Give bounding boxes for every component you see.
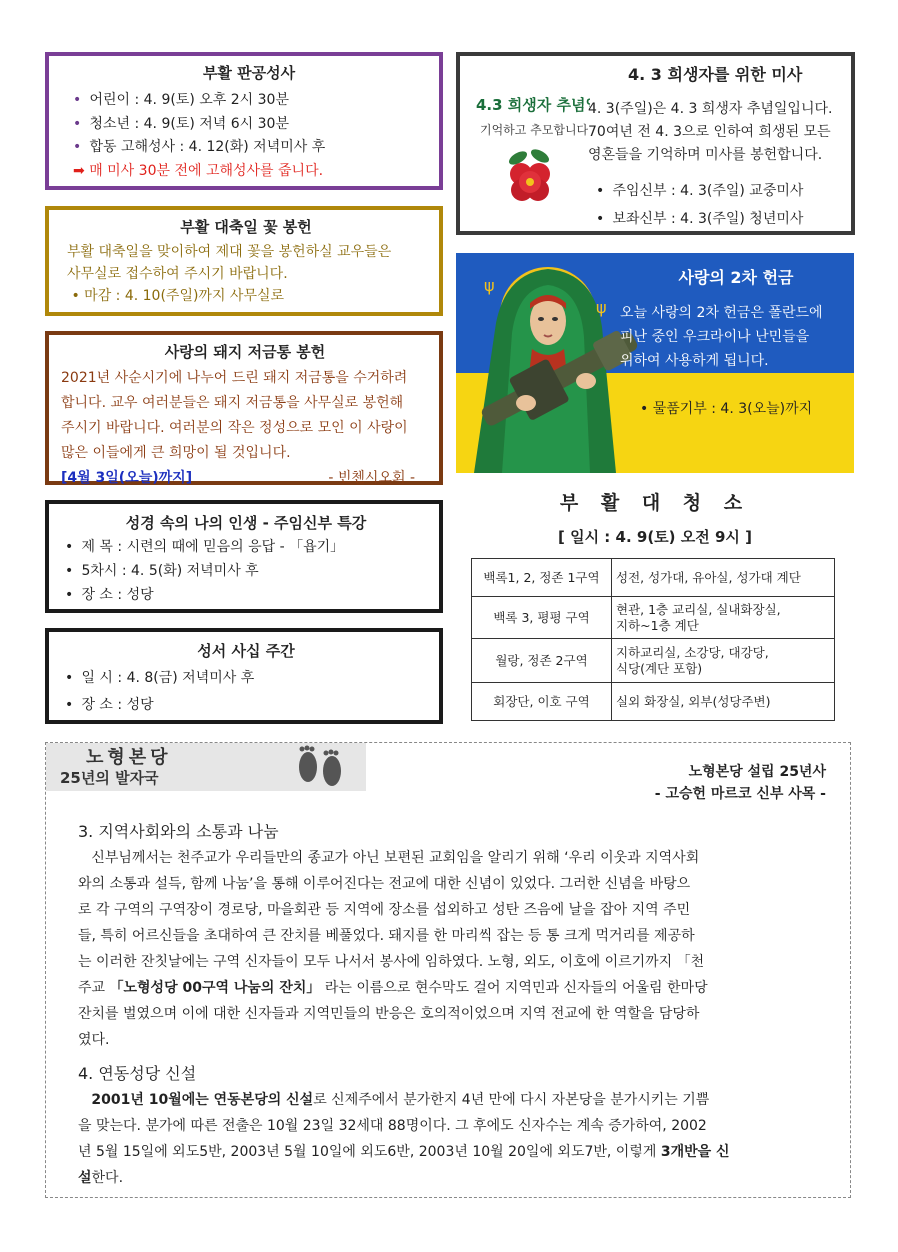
bullet-icon: • [65,563,74,579]
logo-line1: 노형본당 [86,747,172,768]
history-section [45,742,851,1198]
list-item: • 장 소 : 성당 [65,692,427,719]
text-run: 년 5월 15일에 외도5반, 2003년 5월 10일에 외도6반, 2003년 10월 20일에 외도7반, 이렇게 [78,1144,661,1160]
list-item: • 보좌신부 : 4. 3(주일) 청년미사 [596,205,803,233]
place-line: 현관, 1층 교리실, 실내화장실, [616,601,781,617]
section-4-title: 4. 연동성당 신설 [78,1064,197,1083]
bullet-icon: • [640,401,649,417]
flower-offering-text: 부활 대축일을 맞이하여 제대 꽃을 봉헌하실 교우들은 [67,244,392,260]
bullet-icon: • [65,670,74,686]
flower-offering-text: 사무실로 접수하여 주시기 바랍니다. [67,266,288,282]
list-item: • 일 시 : 4. 8(금) 저녁미사 후 [65,665,427,692]
place-line: 지하교리실, 소강당, 대강당, [616,644,769,660]
text-run: 라는 이름으로 현수막도 걸어 지역민과 신자들의 어울림 한마당 [320,980,708,996]
ukraine-collection-title: 사랑의 2차 헌금 [678,268,794,287]
ukraine-collection-box [456,253,854,473]
art-text-line2: 기억하고 추모합니다 [480,123,589,137]
table-cell-area: 백록 3, 평평 구역 [472,597,612,639]
place-line: 실외 화장실, 외부(성당주변) [616,693,771,709]
april3-mass-list [596,177,803,233]
text-run: 한다. [91,1170,124,1186]
bible-lecture-box [45,500,443,613]
paragraph-line: 을 맞는다. 분가에 따른 전출은 10월 23일 32세대 88명이다. 그 후에도 신자수는 계속 증가하여, 2002 [78,1118,707,1134]
paragraph-line [78,1139,820,1165]
piggy-bank-box [45,331,443,485]
bullet-icon: • [65,587,74,603]
paragraph-line [78,975,820,1001]
piggy-bank-title: 사랑의 돼지 저금통 봉헌 [164,343,326,361]
table-cell-places [612,597,835,639]
april3-mass-text: 70여년 전 4. 3으로 인하여 희생된 모든 [588,124,831,140]
table-cell-area: 백록1, 2, 정존 1구역 [472,559,612,597]
cleanup-title: 부 활 대 청 소 [559,492,751,514]
piggy-bank-deadline: [4월 3일(오늘)까지] [61,470,193,486]
footprints-icon [46,743,366,791]
arrow-right-icon: ➡ [73,162,85,179]
bold-text: 2001년 10월에는 연동본당의 신설 [91,1092,314,1108]
memorial-artwork [472,86,590,236]
svg-text:ψ: ψ [484,276,495,295]
bold-text: 설 [78,1170,92,1186]
paragraph-line: 신부님께서는 천주교가 우리들만의 종교가 아닌 보편된 교회임을 알리기 위해 ‘우리 이웃과 지역사회 [78,850,700,866]
bullet-icon: • [73,139,82,155]
april3-mass-text: 영혼들을 기억하며 미사를 봉헌합니다. [588,147,823,163]
history-logo [46,743,366,791]
list-item: • 어린이 : 4. 9(토) 오후 2시 30분 [73,89,425,113]
flower-offering-box [45,206,443,316]
text-run: 주교 [78,980,110,996]
table-cell-places [612,639,835,683]
bullet-icon: • [596,211,605,227]
table-cell-places [612,559,835,597]
bullet-icon: • [71,288,80,304]
list-item: • 장 소 : 성당 [65,583,427,607]
bible-copy-box [45,628,443,724]
table-row [472,683,835,721]
april3-mass-box [456,52,855,235]
list-item: • 제 목 : 시련의 때에 믿음의 응답 - 「욥기」 [65,535,427,559]
table-cell-area: 월랑, 정존 2구역 [472,639,612,683]
piggy-bank-signature: - 빈첸시오회 - [328,470,415,486]
april3-mass-body [588,98,853,167]
section-3-body [78,845,820,1053]
bullet-icon: • [65,697,74,713]
paragraph-line: 와의 소통과 설득, 함께 나눔’을 통해 이루어진다는 전교에 대한 신념이 있었다. 그러한 신념을 바탕으 [78,876,691,892]
ukraine-collection-body [620,301,852,373]
paragraph-line [78,1165,820,1191]
place-line: 지하~1층 계단 [616,617,699,633]
paragraph-line [78,1087,820,1113]
history-author: - 고승헌 마르코 신부 사목 - [654,786,826,802]
flower-offering-deadline: • 마감 : 4. 10(주일)까지 사무실로 [71,288,285,304]
ukraine-collection-text: 위하여 사용하게 됩니다. [620,353,769,369]
piggy-bank-text: 많은 이들에게 큰 희망이 될 것입니다. [61,445,291,461]
list-item: • 청소년 : 4. 9(토) 저녁 6시 30분 [73,113,425,137]
bullet-icon: • [73,92,82,108]
bible-lecture-title: 성경 속의 나의 인생 - 주임신부 특강 [125,514,367,532]
confession-note: ➡ 매 미사 30분 전에 고해성사를 줍니다. [73,162,324,179]
list-item: • 합동 고해성사 : 4. 12(화) 저녁미사 후 [73,136,425,160]
table-row [472,597,835,639]
easter-confession-box [45,52,443,190]
piggy-bank-text: 합니다. 교우 여러분들은 돼지 저금통을 사무실로 봉헌해 [61,395,404,411]
list-item: • 주임신부 : 4. 3(주일) 교중미사 [596,177,803,205]
section-4-body [78,1087,820,1191]
goods-donation: • 물품기부 : 4. 3(오늘)까지 [640,401,813,417]
paragraph-line: 는 이러한 잔칫날에는 구역 신자들이 모두 나서서 봉사에 임하였다. 노형, 외도, 이호에 이르기까지 「천 [78,954,705,970]
ukraine-collection-text: 오늘 사랑의 2차 헌금은 폴란드에 [620,305,823,321]
april3-mass-text: 4. 3(주일)은 4. 3 희생자 추념일입니다. [588,101,833,117]
table-cell-places [612,683,835,721]
paragraph-line: 잔치를 벌였으며 이에 대한 신자들과 지역민들의 반응은 호의적이었으며 지역 전교에 한 역할을 담당하 [78,1006,700,1022]
place-line: 식당(계단 포함) [616,660,703,676]
piggy-bank-footer [61,466,429,491]
svg-text:ψ: ψ [596,298,607,317]
bullet-icon: • [73,115,82,132]
art-text-line1: 4.3 희생자 추념일 [476,96,590,114]
cleanup-date: [ 일시 : 4. 9(토) 오전 9시 ] [558,528,752,546]
paragraph-line: 들, 특히 어르신들을 초대하여 큰 잔치를 베풀었다. 돼지를 한 마리씩 잡는 등 통 크게 먹거리를 제공하 [78,928,695,944]
flower-offering-title: 부활 대축일 꽃 봉헌 [180,218,312,236]
paragraph-line: 였다. [78,1032,110,1048]
easter-confession-title: 부활 판공성사 [202,64,296,82]
ukraine-collection-text: 피난 중인 우크라이나 난민들을 [620,329,810,345]
bold-text: 3개반을 신 [660,1144,730,1160]
text-run: 로 신제주에서 분가한지 4년 만에 다시 자본당을 분가시키는 기쁨 [313,1092,710,1108]
table-row [472,639,835,683]
place-line: 성전, 성가대, 유아실, 성가대 계단 [616,569,801,585]
camellia-icon [472,86,590,236]
bold-text: 「노형성당 00구역 나눔의 잔치」 [109,980,321,996]
bible-copy-title: 성서 사십 주간 [197,642,295,660]
history-heading: 노형본당 설립 25년사 [688,764,826,780]
piggy-bank-text: 2021년 사순시기에 나누어 드린 돼지 저금통을 수거하려 [61,370,408,386]
piggy-bank-text: 주시기 바랍니다. 여러분의 작은 정성으로 모인 이 사랑이 [61,420,408,436]
bullet-icon: • [596,183,605,199]
table-cell-area: 회장단, 이호 구역 [472,683,612,721]
section-3-title: 3. 지역사회와의 소통과 나눔 [78,822,279,841]
bullet-icon: • [65,539,74,555]
cleanup-table [471,558,835,721]
logo-line2: 25년의 발자국 [60,769,159,787]
april3-mass-title: 4. 3 희생자를 위한 미사 [628,65,803,84]
paragraph-line: 로 각 구역의 구역장이 경로당, 마을회관 등 지역에 장소를 섭외하고 성탄 즈음에 날을 잡아 지역 주민 [78,902,691,918]
table-row [472,559,835,597]
list-item: • 5차시 : 4. 5(화) 저녁미사 후 [65,559,427,583]
